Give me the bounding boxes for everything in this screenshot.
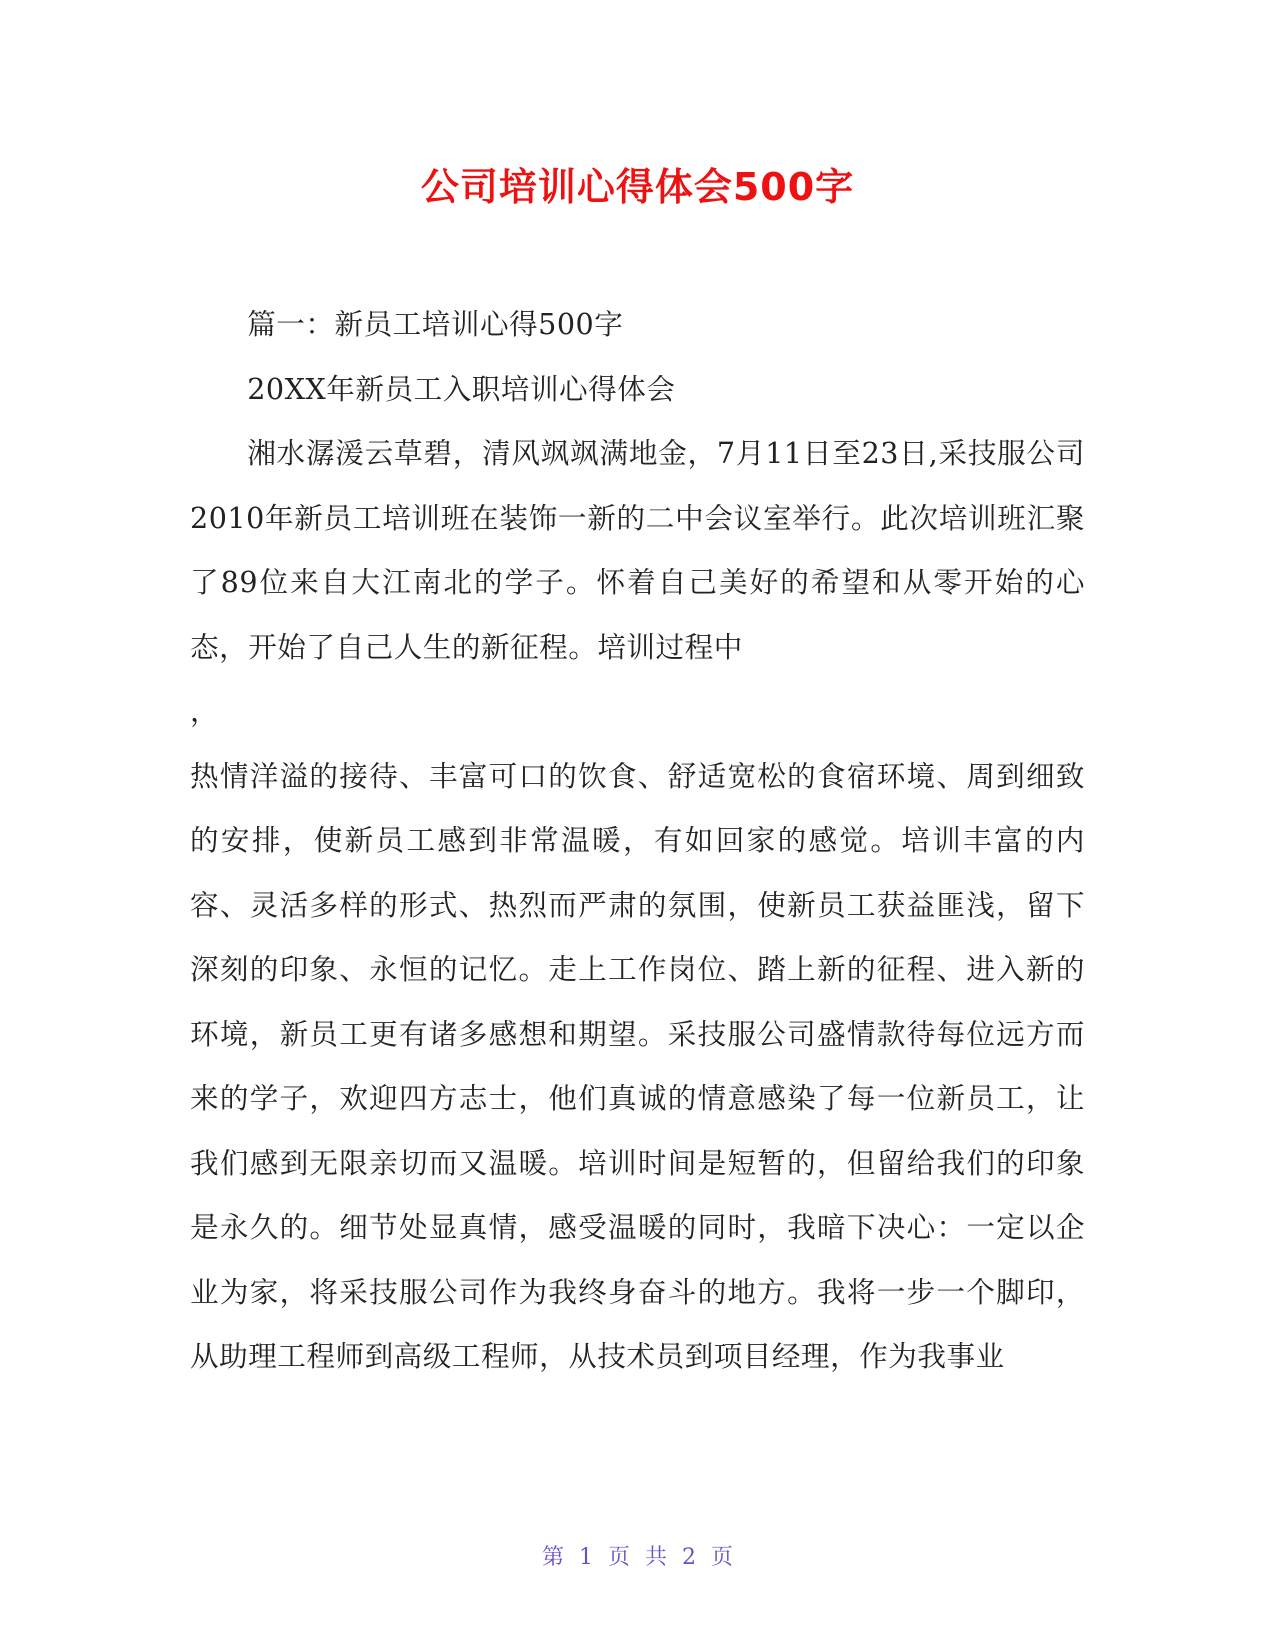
- footer-label-total-unit: 页: [711, 1545, 734, 1570]
- footer-label-page: 第: [541, 1545, 564, 1570]
- section-heading: 篇一：新员工培训心得500字: [247, 307, 624, 341]
- footer-label-page-unit: 页: [607, 1545, 630, 1570]
- body-paragraph: 热情洋溢的接待、丰富可口的饮食、舒适宽松的食宿环境、周到细致的安排，使新员工感到非常温暖，有如回家的感觉。培训丰富的内容、灵活多样的形式、热烈而严肃的氛围，使新员工获益匪浅，留下深刻的印象、永恒的记忆。走上工作岗位、踏上新的征程、进入新的环境，新员工更有诸多感想和期望。采技服公司盛情款待每位远方而来的学子，欢迎四方志士，他们真诚的情意感染了每一位新员工，让我们感到无限亲切而又温暖。培训时间是短暂的，但留给我们的印象是永久的。细节处显真情，感受温暖的同时，我暗下决心：一定以企业为家，将采技服公司作为我终身奋斗的地方。我将一步一个脚印，从助理工程师到高级工程师，从技术员到项目经理，作为我事业: [190, 758, 1085, 1373]
- document-body: [190, 292, 1085, 1389]
- footer-current-page: 1: [578, 1545, 593, 1570]
- section-subheading: 20XX年新员工入职培训心得体会: [247, 371, 676, 406]
- page-footer: [0, 1543, 1275, 1573]
- body-paragraph: 湘水潺湲云草碧，清风飒飒满地金，7月11日至23日,采技服公司2010年新员工培训班在装饰一新的二中会议室举行。此次培训班汇聚了89位来自大江南北的学子。怀着自己美好的希望和从零开始的心态，开始了自己人生的新征程。培训过程中: [190, 436, 1085, 664]
- footer-label-total: 共: [645, 1545, 668, 1570]
- document-title: 公司培训心得体会500字: [420, 165, 855, 209]
- body-paragraph-punctuation: ，: [190, 694, 220, 728]
- footer-total-pages: 2: [682, 1545, 697, 1570]
